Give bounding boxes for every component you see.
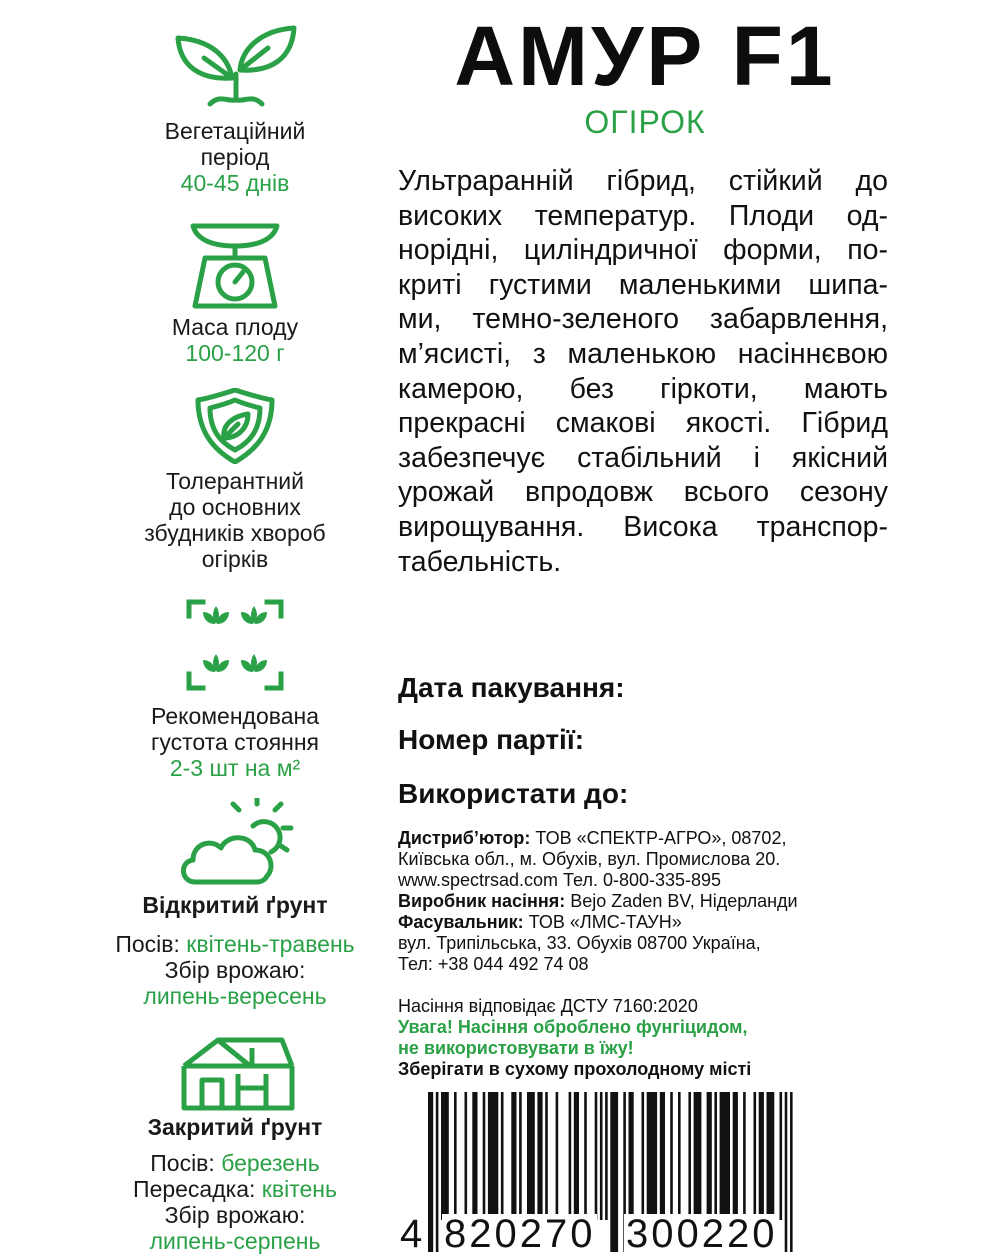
greenhouse-icon — [90, 1036, 380, 1112]
distributor-line — [398, 828, 898, 849]
product-name: АМУР F1 — [454, 9, 836, 103]
closed-harvest-value: липень-серпень — [149, 1228, 321, 1254]
barcode-bar — [605, 1092, 608, 1220]
description-line: вирощування. Висока транспор- — [398, 510, 888, 543]
barcode — [398, 1088, 798, 1256]
barcode-bar — [519, 1092, 522, 1220]
barcode-bar — [629, 1092, 634, 1220]
product-description — [398, 164, 888, 579]
description-line: м’ясисті, з маленькою насіннєвою — [398, 337, 888, 370]
description-line: Ультраранній гібрид, стійкий до — [398, 165, 888, 197]
shield-leaf-icon — [90, 388, 380, 464]
description-line: табельність. — [398, 545, 562, 578]
barcode-bar — [785, 1092, 788, 1252]
barcode-bar — [483, 1092, 486, 1220]
open-ground-text — [90, 892, 380, 1009]
tolerance-line-1: Толерантний — [166, 468, 304, 494]
distributor-address: Київська обл., м. Обухів, вул. Промислова 20. — [398, 849, 781, 869]
barcode-bar — [545, 1092, 548, 1220]
barcode-bar — [488, 1092, 498, 1220]
barcode-bar — [790, 1092, 793, 1252]
sprout-icon — [90, 18, 380, 118]
closed-sowing-value: березень — [221, 1150, 320, 1176]
distributor-contacts: www.spectrsad.com Тел. 0-800-335-895 — [398, 870, 722, 890]
description-line: камерою, без гіркоти, мають — [398, 372, 888, 405]
barcode-bar — [688, 1092, 691, 1220]
barcode-bar — [556, 1092, 559, 1220]
description-line: норідні, циліндричної форми, по- — [398, 234, 888, 267]
closed-ground-transplant — [90, 1176, 380, 1202]
barcode-bar — [610, 1092, 618, 1252]
barcode-bar — [733, 1092, 738, 1220]
barcode-bar — [780, 1092, 783, 1220]
density-label: Рекомендована — [151, 703, 319, 729]
barcode-bar — [754, 1092, 757, 1220]
barcode-bar — [767, 1092, 775, 1220]
barcode-bar — [720, 1092, 730, 1220]
barcode-bar — [511, 1092, 516, 1220]
description-line: високих температур. Плоди од- — [398, 199, 888, 232]
pack-date-label: Дата пакування: — [398, 672, 625, 703]
mass-text — [90, 314, 380, 366]
barcode-bar — [660, 1092, 665, 1220]
barcode-bar — [527, 1092, 535, 1220]
tolerance-line-4: огірків — [201, 546, 269, 572]
producer-label: Виробник насіння: — [398, 891, 566, 911]
closed-ground-sowing — [90, 1150, 380, 1176]
vegetation-text — [90, 118, 380, 196]
barcode-first-digit: 4 — [400, 1212, 423, 1256]
open-sowing-value: квітень-травень — [186, 931, 355, 957]
barcode-bar — [694, 1092, 702, 1220]
barcode-bar — [428, 1092, 433, 1252]
open-ground-sowing — [90, 931, 380, 957]
plant-grid-icon — [90, 598, 380, 692]
open-harvest-label: Збір врожаю: — [164, 957, 306, 983]
description-line: забезпечує стабільний і якісний — [398, 441, 888, 474]
storage-text: Зберігати в сухому прохолодному місті — [398, 1059, 752, 1079]
open-harvest-value: липень-вересень — [143, 983, 327, 1009]
packer-line — [398, 912, 898, 933]
open-ground-title: Відкритий ґрунт — [142, 892, 328, 918]
vegetation-value: 40-45 днів — [180, 170, 290, 196]
barcode-bar — [642, 1092, 645, 1220]
description-line: урожай впродовж всього сезону — [398, 476, 888, 509]
mass-label: Маса плоду — [171, 314, 299, 340]
barcode-bar — [574, 1092, 579, 1220]
distributor-label: Дистриб’ютор: — [398, 828, 531, 848]
barcode-bar — [670, 1092, 673, 1220]
barcode-bar — [714, 1092, 717, 1220]
open-sowing-label: Посів: — [115, 931, 180, 957]
barcode-bar — [595, 1092, 598, 1220]
barcode-bar — [707, 1092, 712, 1220]
barcode-bar — [600, 1092, 603, 1220]
barcode-bar — [647, 1092, 657, 1220]
distributor-value: ТОВ «СПЕКТР-АГРО», 08702, — [530, 828, 787, 848]
mass-value: 100-120 г — [185, 340, 285, 366]
product-type: ОГІРОК — [584, 104, 706, 140]
barcode-right-group: 300220 — [626, 1212, 778, 1256]
producer-line — [398, 891, 898, 912]
warning-line-1: Увага! Насіння оброблено фунгіцидом, — [398, 1017, 748, 1037]
warning-line-2: не використовувати в їжу! — [398, 1038, 634, 1058]
description-line: ми, темно-зеленого забарвлення, — [398, 303, 888, 336]
scale-icon — [90, 218, 380, 314]
barcode-left-group: 820270 — [444, 1212, 596, 1256]
barcode-bar — [465, 1092, 468, 1220]
closed-sowing-label: Посів: — [150, 1150, 215, 1176]
packer-phone: Тел: +38 044 492 74 08 — [398, 954, 589, 974]
description-line: криті густими маленькими шипа- — [398, 268, 888, 301]
producer-value: Bejo Zaden BV, Нідерланди — [565, 891, 798, 911]
legal-info — [398, 828, 898, 1080]
closed-harvest-label: Збір врожаю: — [164, 1202, 306, 1228]
cloud-sun-icon — [90, 798, 380, 890]
batch-label: Номер партії: — [398, 724, 585, 755]
packer-value: ТОВ «ЛМС-ТАУН» — [523, 912, 682, 932]
tolerance-text — [90, 468, 380, 572]
vegetation-label-2: період — [200, 144, 270, 170]
packer-label: Фасувальник: — [398, 912, 524, 932]
vegetation-label: Вегетаційний — [164, 118, 306, 144]
closed-ground-title: Закритий ґрунт — [147, 1114, 323, 1140]
use-by-label: Використати до: — [398, 778, 629, 809]
density-label-2: густота стояння — [150, 729, 320, 755]
barcode-bar — [584, 1092, 587, 1220]
barcode-bar — [454, 1092, 457, 1220]
tolerance-line-2: до основних — [169, 494, 301, 520]
barcode-bar — [743, 1092, 746, 1220]
density-value: 2-3 шт на м² — [169, 755, 301, 781]
barcode-bar — [759, 1092, 764, 1220]
barcode-bar — [436, 1092, 439, 1252]
standard-text: Насіння відповідає ДСТУ 7160:2020 — [398, 996, 698, 1016]
description-line: прекрасні смакові якості. Гібрид — [398, 407, 888, 440]
barcode-bar — [501, 1092, 504, 1220]
barcode-bar — [537, 1092, 542, 1220]
closed-transplant-label: Пересадка: — [133, 1176, 256, 1202]
closed-transplant-value: квітень — [261, 1176, 337, 1202]
packer-address: вул. Трипільська, 33. Обухів 08700 Україна, — [398, 933, 761, 953]
density-text — [90, 703, 380, 781]
barcode-bar — [678, 1092, 681, 1220]
barcode-bar — [441, 1092, 449, 1220]
barcode-bar — [569, 1092, 572, 1220]
barcode-bar — [472, 1092, 477, 1220]
closed-ground-text — [90, 1114, 380, 1254]
tolerance-line-3: збудників хвороб — [144, 520, 326, 546]
